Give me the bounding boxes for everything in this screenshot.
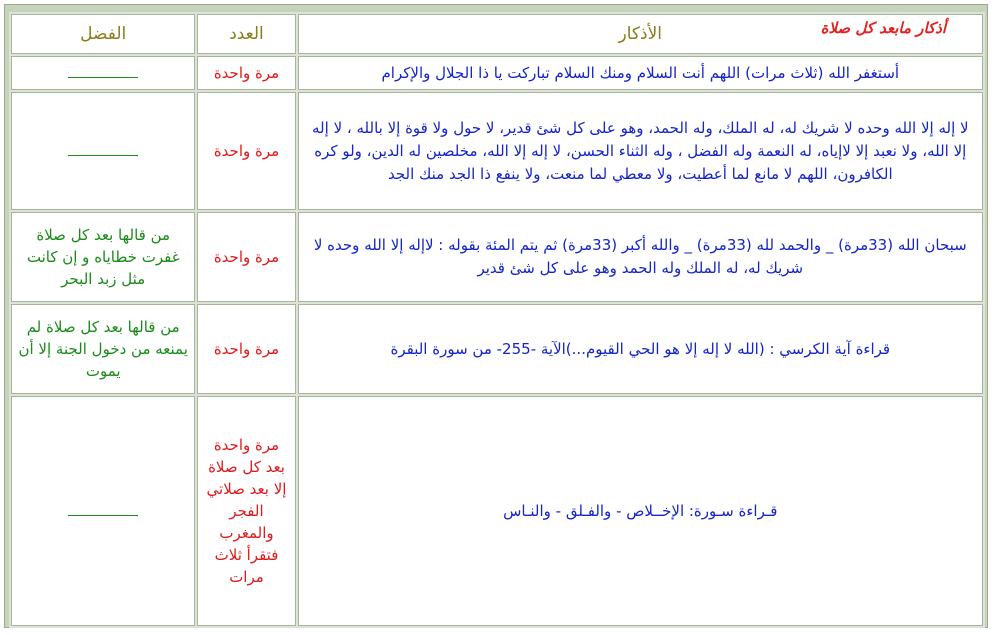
count-cell: مرة واحدة [197,56,295,90]
blank-line [68,76,138,78]
table-row [11,56,983,90]
header-azkar-label: الأذكار [618,24,663,44]
zikr-cell: سبحان الله (33مرة) _ والحمد لله (33مرة) _ والله أكبر (33مرة) ثم يتم المئة بقوله : لاإله إلا الله وحده لا شريك له، له الملك وله الحمد وهو على كل شئ قدير [298,212,983,302]
header-row [11,14,983,54]
table-row [11,92,983,210]
count-cell: مرة واحدة بعد كل صلاة إلا بعد صلاتي الفجر والمغرب فتقرأ ثلاث مرات [197,396,295,626]
table-row [11,304,983,394]
blank-line [68,514,138,516]
header-azkar [298,14,983,54]
header-count: العدد [197,14,295,54]
count-cell: مرة واحدة [197,304,295,394]
fadl-cell: من قالها بعد كل صلاة لم يمنعه من دخول الجنة إلا أن يموت [11,304,195,394]
blank-line [68,154,138,156]
zikr-cell: قراءة آية الكرسي : (الله لا إله إلا هو الحي القيوم...)الآية -255- من سورة البقرة [298,304,983,394]
fadl-cell [11,56,195,90]
fadl-cell [11,396,195,626]
table-row [11,212,983,302]
table-row [11,396,983,626]
azkar-table [9,12,985,628]
zikr-cell: أستغفر الله (ثلاث مرات) اللهم أنت السلام ومنك السلام تباركت يا ذا الجلال والإكرام [298,56,983,90]
header-fadl: الفضل [11,14,195,54]
zikr-cell: قـراءة سـورة: الإخــلاص - والفـلق - والنـاس [298,396,983,626]
fadl-cell: من قالها بعد كل صلاة غفرت خطاياه و إن كانت مثل زبد البحر [11,212,195,302]
zikr-cell: لا إله إلا الله وحده لا شريك له، له الملك، وله الحمد، وهو على كل شئ قدير، لا حول ولا قوة إلا بالله ، لا إله إلا الله، ولا نعبد إلا لاإياه، له النعمة وله الفضل ، وله الثناء الحسن، لا إله إلا الله، مخلصين له الدين، ولو كره الكافرون، اللهم لا مانع لما أعطيت، ولا معطي لما منعت، ولا ينفع ذا الجد منك الجد [298,92,983,210]
page-title: أذكار مابعد كل صلاة [820,19,946,37]
count-cell: مرة واحدة [197,212,295,302]
fadl-cell [11,92,195,210]
count-cell: مرة واحدة [197,92,295,210]
